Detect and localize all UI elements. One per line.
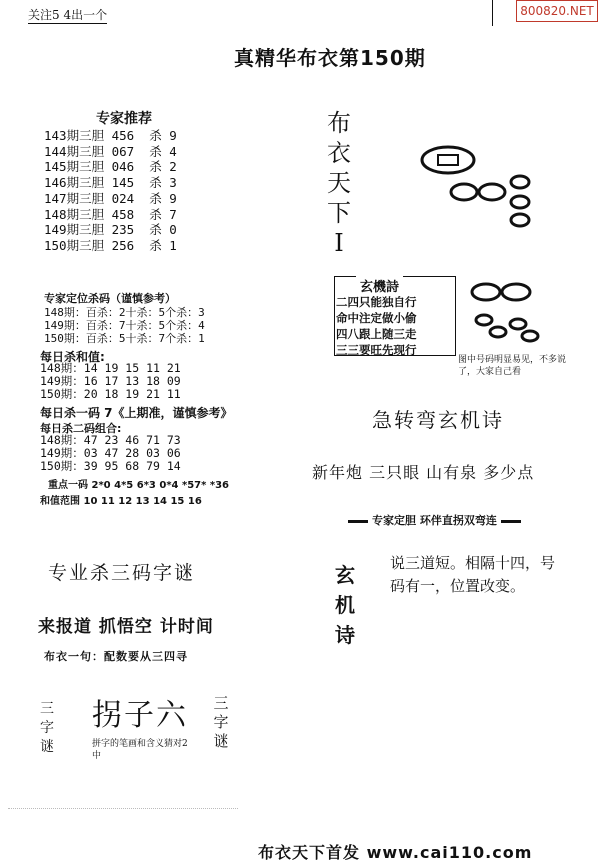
key-code-line: 重点一码 2*0 4*5 6*3 0*4 *57* *36 bbox=[48, 480, 229, 491]
daily-sum-list bbox=[40, 362, 181, 401]
expert-picks-list bbox=[44, 128, 177, 254]
expert-set-text: 专家定胆 环伴直拐双弯连 bbox=[372, 514, 497, 527]
buyi-one-line: 布衣一句：配数要从三四寻 bbox=[44, 650, 188, 663]
list-item: 146期三胆 145 杀 3 bbox=[44, 175, 177, 191]
riddle-hint: 拼字的笔画和含义猜对2中 bbox=[92, 739, 188, 761]
coin-chain-small-icon bbox=[468, 280, 548, 350]
riddle-phrase: 来报道 抓悟空 计时间 bbox=[38, 617, 214, 637]
divider bbox=[501, 520, 521, 523]
daily-two-list bbox=[40, 434, 181, 473]
header-divider bbox=[492, 0, 493, 26]
poem-line: 三三要旺先现行 bbox=[336, 343, 417, 357]
xuanji-riddle-text: 说三道短。相隔十四，号码有一，位置改变。 bbox=[390, 554, 556, 595]
list-item: 148期：百杀：2十杀：5个杀：3 bbox=[44, 306, 205, 319]
list-item: 145期三胆 046 杀 2 bbox=[44, 159, 177, 175]
poem-line: 命中注定做小偷 bbox=[336, 311, 417, 325]
position-kill-list bbox=[44, 306, 205, 345]
page-title: 真精华布衣第150期 bbox=[234, 46, 426, 70]
follow-note: 关注5 4出一个 bbox=[28, 8, 108, 22]
list-item: 149期三胆 235 杀 0 bbox=[44, 222, 177, 238]
expert-picks-title: 专家推荐 bbox=[96, 111, 152, 127]
list-item: 150期：百杀：5十杀：7个杀：1 bbox=[44, 332, 205, 345]
list-item: 148期三胆 458 杀 7 bbox=[44, 206, 177, 222]
daily-two-title: 每日杀二码组合: bbox=[40, 422, 122, 435]
list-item: 143期三胆 456 杀 9 bbox=[44, 128, 177, 143]
footer-divider bbox=[8, 808, 238, 809]
position-kill-title: 专家定位杀码（谨慎参考） bbox=[44, 292, 176, 305]
coin-chain-icon bbox=[412, 140, 542, 230]
expert-set-line bbox=[344, 512, 525, 528]
divider bbox=[348, 520, 368, 523]
xuanji-vertical-title: 玄机诗 bbox=[335, 563, 355, 647]
riddle-side-label-right: 三字谜 bbox=[213, 694, 229, 750]
turn-poem-headline: 急转弯玄机诗 bbox=[372, 408, 504, 432]
poem-title: 玄機詩 bbox=[356, 276, 403, 295]
daily-one-title: 每日杀一码 7《上期准，谨慎参考》 bbox=[40, 406, 233, 420]
list-item: 149期：百杀：7十杀：5个杀：4 bbox=[44, 319, 205, 332]
sum-range-line: 和值范围 10 11 12 13 14 15 16 bbox=[40, 496, 202, 507]
list-item: 148期：14 19 15 11 21 bbox=[40, 361, 181, 375]
list-item: 150期：20 18 19 21 11 bbox=[40, 387, 181, 401]
list-item: 148期：47 23 46 71 73 bbox=[40, 433, 181, 447]
list-item: 144期三胆 067 杀 4 bbox=[44, 143, 177, 159]
poem-line: 二四只能独自行 bbox=[336, 295, 417, 309]
site-badge[interactable]: 800820.NET bbox=[516, 0, 598, 22]
list-item: 149期：03 47 28 03 06 bbox=[40, 446, 181, 460]
buyi-vertical-title: 布衣天下I bbox=[327, 109, 351, 257]
kill-three-headline: 专业杀三码字谜 bbox=[48, 562, 196, 584]
riddle-side-label-left: 三字谜 bbox=[40, 701, 54, 755]
list-item: 150期三胆 256 杀 1 bbox=[44, 237, 177, 253]
new-year-slogan: 新年炮 三只眼 山有泉 多少点 bbox=[312, 463, 535, 482]
list-item: 147期三胆 024 杀 9 bbox=[44, 190, 177, 206]
image-caption: 图中号码明显易见，不多说了，大家自己看 bbox=[458, 355, 567, 377]
riddle-word: 拐子六 bbox=[92, 698, 188, 733]
footer-source[interactable]: 布衣天下首发 www.cai110.com bbox=[258, 843, 533, 862]
list-item: 149期：16 17 13 18 09 bbox=[40, 374, 181, 388]
list-item: 150期：39 95 68 79 14 bbox=[40, 459, 181, 473]
poem-lines bbox=[336, 294, 417, 358]
poem-line: 四八跟上随三走 bbox=[336, 327, 417, 341]
daily-sum-title: 每日杀和值: bbox=[40, 350, 105, 364]
